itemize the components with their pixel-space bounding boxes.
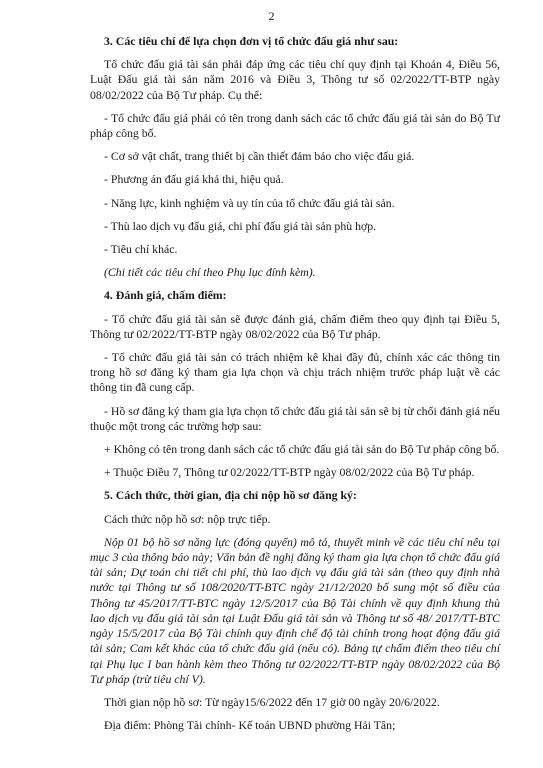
section-3-intro: Tổ chức đấu giá tài sản phải đáp ứng các tiêu chí quy định tại Khoản 4, Điều 56, Luật Đấu giá tài sản năm 2016 và Điều 3, Thông tư số 02/2022/TT-BTP ngày 08/02/2022 của Bộ Tư pháp. Cụ thể: [90, 57, 500, 102]
criteria-item: - Tổ chức đấu giá phải có tên trong danh sách các tổ chức đấu giá tài sản do Bộ Tư pháp công bố. [90, 110, 500, 141]
submission-requirements: Nộp 01 bộ hồ sơ năng lực (đóng quyển) mô tả, thuyết minh về các tiêu chí nêu tại mục 3 của thông báo này; Văn bản đề nghị đăng ký tham gia lựa chọn tổ chức đấu giá tài sản; Dự toán chi tiết chi phí, thù lao dịch vụ đấu giá tài sản (theo quy định nhà nước tại Thông tư số 108/2020/TT-BTC ngày 21/12/2020 bổ sung một số điều của Thông tư 45/2017/TT-BTC ngày 12/5/2017 của Bộ Tài chính về quy định khung thù lao dịch vụ đấu giá tài sản tại Luật Đấu giá tài sản và Thông tư số 48/ 2017/TT-BTC ngày 15/5/2017 của Bộ Tài chính quy định chế độ tài chính trong hoạt động đấu giá tài sản; Cam kết khác của tổ chức đấu giá (nếu có). Bảng tự chấm điểm theo tiêu chí tại Phụ lục I ban hành kèm theo Thông tư 02/2022/TT-BTP ngày 08/02/2022 của Bộ Tư pháp (trừ tiêu chí V). [90, 534, 500, 686]
criteria-note: (Chi tiết các tiêu chí theo Phụ lục đính kèm). [104, 265, 316, 280]
criteria-item: - Phương án đấu giá khả thi, hiệu quả. [104, 172, 284, 187]
section-4-paragraph: - Tổ chức đấu giá tài sản sẽ được đánh giá, chấm điểm theo quy định tại Điều 5, Thông tư 02/2022/TT-BTP ngày 08/02/2022 của Bộ Tư pháp. [90, 311, 500, 341]
criteria-item: - Cơ sở vật chất, trang thiết bị cần thiết đảm bảo cho việc đấu giá. [104, 149, 415, 164]
submission-method: Cách thức nộp hồ sơ: nộp trực tiếp. [104, 511, 271, 526]
page-number: 2 [268, 9, 275, 23]
submission-time: Thời gian nộp hồ sơ: Từ ngày15/6/2022 đến 17 giờ 00 ngày 20/6/2022. [104, 694, 440, 709]
section-4-paragraph: - Tổ chức đấu giá tài sản có trách nhiệm kê khai đầy đủ, chính xác các thông tin trong hồ sơ đăng ký tham gia lựa chọn và chịu trách nhiệm trước pháp luật về các thông tin đã cung cấp. [90, 350, 500, 395]
criteria-item: - Thù lao dịch vụ đấu giá, chi phí đấu giá tài sản phù hợp. [104, 218, 377, 233]
rejection-case: + Thuộc Điều 7, Thông tư 02/2022/TT-BTP ngày 08/02/2022 của Bộ Tư pháp. [104, 465, 475, 480]
criteria-item: - Tiêu chí khác. [104, 242, 178, 257]
section-4-heading: 4. Đánh giá, chấm điểm: [104, 288, 227, 303]
rejection-case: + Không có tên trong danh sách các tổ chức đấu giá tài sản do Bộ Tư pháp công bố. [104, 442, 500, 457]
section-4-paragraph: - Hồ sơ đăng ký tham gia lựa chọn tổ chức đấu giá tài sản sẽ bị từ chối đánh giá nếu thuộc một trong các trường hợp sau: [90, 403, 500, 433]
document-body [90, 34, 500, 741]
submission-address: Địa điểm: Phòng Tài chính- Kế toán UBND phường Hải Tân; [104, 718, 396, 733]
section-5-heading: 5. Cách thức, thời gian, địa chỉ nộp hồ sơ đăng ký: [104, 488, 357, 503]
criteria-item: - Năng lực, kinh nghiệm và uy tín của tổ chức đấu giá tài sản. [104, 195, 395, 210]
section-3-heading: 3. Các tiêu chí để lựa chọn đơn vị tổ chức đấu giá như sau: [104, 34, 399, 48]
